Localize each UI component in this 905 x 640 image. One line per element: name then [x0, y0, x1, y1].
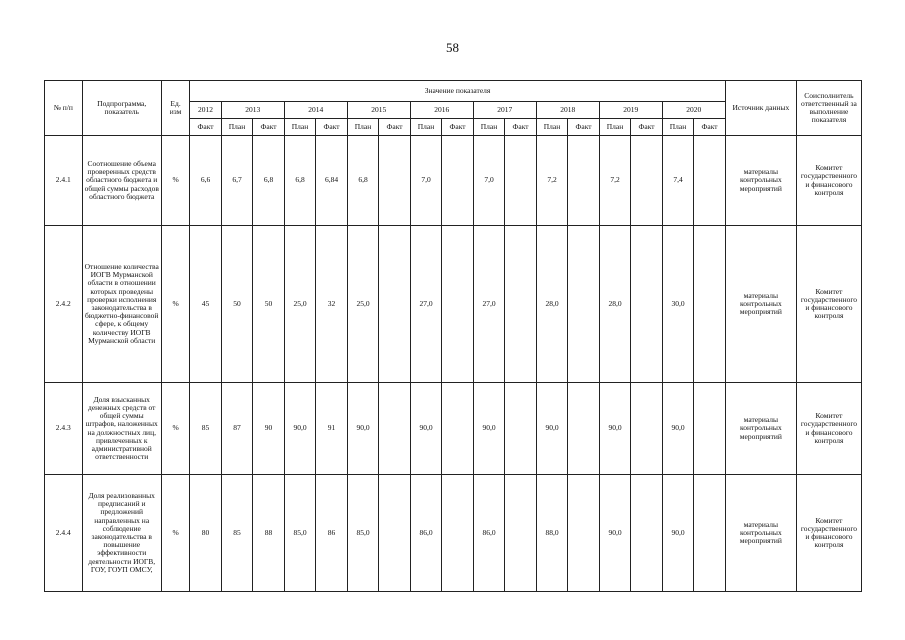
row-value-cell: 91 [316, 383, 348, 475]
header-fact: Факт [505, 119, 537, 136]
header-fact: Факт [316, 119, 348, 136]
row-index: 2.4.4 [45, 475, 83, 592]
row-value-cell [379, 475, 411, 592]
row-value-cell: 88,0 [536, 475, 568, 592]
row-value-cell: 85,0 [284, 475, 316, 592]
header-value-group: Значение показателя [190, 81, 726, 102]
row-value-cell: 7,0 [410, 136, 442, 226]
header-plan: План [473, 119, 505, 136]
header-year: 2013 [221, 102, 284, 119]
header-program: Подпрограмма, показатель [82, 81, 161, 136]
header-plan: План [599, 119, 631, 136]
row-value-cell: 6,8 [347, 136, 379, 226]
row-executor: Комитет государственного и финансового контроля [796, 383, 861, 475]
row-value-cell: 6,6 [190, 136, 222, 226]
row-value-cell: 88 [253, 475, 285, 592]
row-value-cell: 85 [190, 383, 222, 475]
row-index: 2.4.2 [45, 226, 83, 383]
row-value-cell [505, 383, 537, 475]
header-year: 2012 [190, 102, 222, 119]
row-value-cell: 6,84 [316, 136, 348, 226]
row-value-cell: 27,0 [473, 226, 505, 383]
header-fact: Факт [631, 119, 663, 136]
row-unit: % [161, 383, 189, 475]
table-row [45, 136, 862, 226]
table-row [45, 475, 862, 592]
row-value-cell: 7,2 [536, 136, 568, 226]
row-unit: % [161, 475, 189, 592]
row-value-cell: 90,0 [662, 475, 694, 592]
row-indicator-name: Отношение количества ИОГВ Мурманской области в отношении которых проведены проверки исполнения законодательства в бюджетно-финансовой сфере, к общему количеству ИОГВ Мурманской области [82, 226, 161, 383]
row-value-cell [631, 383, 663, 475]
row-value-cell: 85,0 [347, 475, 379, 592]
row-value-cell: 28,0 [599, 226, 631, 383]
header-year: 2016 [410, 102, 473, 119]
header-plan: План [284, 119, 316, 136]
row-source: материалы контрольных мероприятий [725, 226, 796, 383]
row-value-cell: 45 [190, 226, 222, 383]
header-fact: Факт [379, 119, 411, 136]
row-unit: % [161, 136, 189, 226]
row-value-cell [631, 226, 663, 383]
page-number: 58 [446, 40, 459, 55]
row-value-cell: 6,8 [284, 136, 316, 226]
row-value-cell: 50 [221, 226, 253, 383]
indicator-table [44, 80, 862, 592]
header-year: 2015 [347, 102, 410, 119]
row-value-cell: 7,4 [662, 136, 694, 226]
row-value-cell [631, 475, 663, 592]
row-value-cell: 30,0 [662, 226, 694, 383]
header-year: 2017 [473, 102, 536, 119]
row-value-cell: 86,0 [473, 475, 505, 592]
header-fact: Факт [190, 119, 222, 136]
row-executor: Комитет государственного и финансового контроля [796, 226, 861, 383]
row-value-cell: 28,0 [536, 226, 568, 383]
header-unit: Ед. изм [161, 81, 189, 136]
row-value-cell [694, 136, 726, 226]
row-index: 2.4.1 [45, 136, 83, 226]
row-value-cell: 90 [253, 383, 285, 475]
header-fact: Факт [694, 119, 726, 136]
header-plan: План [347, 119, 379, 136]
header-year: 2019 [599, 102, 662, 119]
row-value-cell [568, 226, 600, 383]
row-executor: Комитет государственного и финансового контроля [796, 475, 861, 592]
row-value-cell [379, 226, 411, 383]
row-value-cell [442, 475, 474, 592]
row-value-cell: 50 [253, 226, 285, 383]
row-executor: Комитет государственного и финансового контроля [796, 136, 861, 226]
header-fact: Факт [442, 119, 474, 136]
row-value-cell [631, 136, 663, 226]
row-value-cell [379, 383, 411, 475]
header-year: 2018 [536, 102, 599, 119]
row-value-cell [568, 475, 600, 592]
row-value-cell [505, 136, 537, 226]
header-fact: Факт [568, 119, 600, 136]
row-indicator-name: Соотношение объема проверенных средств областного бюджета и общей суммы расходов областного бюджета [82, 136, 161, 226]
row-value-cell [694, 383, 726, 475]
row-value-cell: 7,2 [599, 136, 631, 226]
row-value-cell: 87 [221, 383, 253, 475]
row-source: материалы контрольных мероприятий [725, 136, 796, 226]
header-plan: План [221, 119, 253, 136]
header-year: 2014 [284, 102, 347, 119]
table-row [45, 383, 862, 475]
row-value-cell: 86 [316, 475, 348, 592]
row-value-cell: 25,0 [284, 226, 316, 383]
row-value-cell [505, 475, 537, 592]
table-row [45, 226, 862, 383]
row-indicator-name: Доля взысканных денежных средств от общей суммы штрафов, наложенных на должностных лиц, привлеченных к административной ответственности [82, 383, 161, 475]
row-value-cell: 6,8 [253, 136, 285, 226]
header-plan: План [536, 119, 568, 136]
row-source: материалы контрольных мероприятий [725, 475, 796, 592]
row-value-cell [568, 383, 600, 475]
header-plan: План [410, 119, 442, 136]
row-value-cell [568, 136, 600, 226]
header-year: 2020 [662, 102, 725, 119]
row-value-cell: 90,0 [410, 383, 442, 475]
row-value-cell [379, 136, 411, 226]
row-source: материалы контрольных мероприятий [725, 383, 796, 475]
row-value-cell: 90,0 [536, 383, 568, 475]
row-value-cell [442, 383, 474, 475]
row-value-cell: 90,0 [284, 383, 316, 475]
row-value-cell: 85 [221, 475, 253, 592]
row-value-cell: 25,0 [347, 226, 379, 383]
row-value-cell: 27,0 [410, 226, 442, 383]
row-indicator-name: Доля реализованных предписаний и предложений направленных на соблюдение законодательства в повышение эффективности деятельности ИОГВ, ГОУ, ГОУП ОМСУ, [82, 475, 161, 592]
row-value-cell [442, 136, 474, 226]
row-value-cell [694, 475, 726, 592]
header-num: № п/п [45, 81, 83, 136]
row-value-cell: 90,0 [599, 475, 631, 592]
row-value-cell: 7,0 [473, 136, 505, 226]
row-value-cell: 90,0 [347, 383, 379, 475]
row-value-cell [694, 226, 726, 383]
row-value-cell: 90,0 [473, 383, 505, 475]
header-plan: План [662, 119, 694, 136]
row-value-cell [442, 226, 474, 383]
header-fact: Факт [253, 119, 285, 136]
row-value-cell: 80 [190, 475, 222, 592]
row-value-cell [505, 226, 537, 383]
row-value-cell: 90,0 [599, 383, 631, 475]
row-value-cell: 6,7 [221, 136, 253, 226]
header-executor: Соисполнитель ответственный за выполнение показателя [796, 81, 861, 136]
row-unit: % [161, 226, 189, 383]
row-value-cell: 90,0 [662, 383, 694, 475]
row-index: 2.4.3 [45, 383, 83, 475]
row-value-cell: 32 [316, 226, 348, 383]
row-value-cell: 86,0 [410, 475, 442, 592]
header-source: Источник данных [725, 81, 796, 136]
